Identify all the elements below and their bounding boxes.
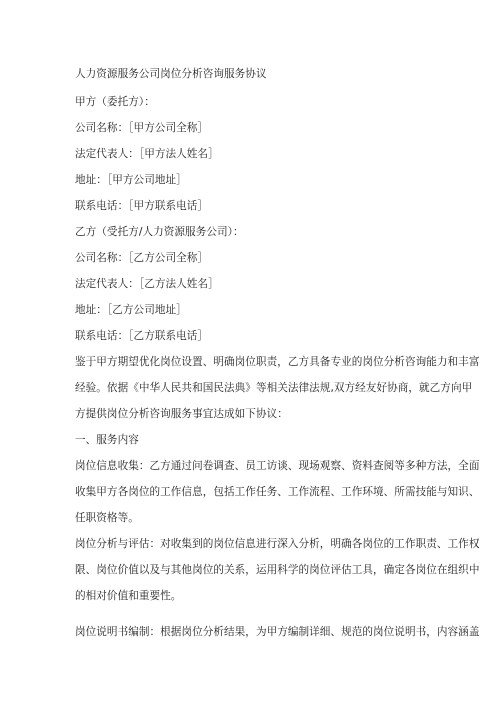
party-b-phone: 联系电话：［乙方联系电话］ [75, 330, 209, 342]
party-b-address: 地址：［乙方公司地址］ [75, 304, 187, 316]
party-a-address: 地址：［甲方公司地址］ [75, 174, 187, 186]
preamble-line: 方提供岗位分析咨询服务事宜达成如下协议： [75, 408, 288, 420]
preamble-line: 鉴于甲方期望优化岗位设置、明确岗位职责，乙方具备专业的岗位分析咨询能力和丰富 [75, 356, 480, 368]
item-info-collection-line: 收集甲方各岗位的工作信息，包括工作任务、工作流程、工作环境、所需技能与知识、 [75, 486, 480, 498]
party-a-heading: 甲方（委托方）： [75, 96, 155, 108]
item-analysis-evaluation-line: 限、岗位价值以及与其他岗位的关系，运用科学的岗位评估工具，确定各岗位在组织中 [75, 564, 480, 576]
item-info-collection-line: 岗位信息收集：乙方通过问卷调查、员工访谈、现场观察、资料查阅等多种方法，全面 [75, 460, 480, 472]
document-title: 人力资源服务公司岗位分析咨询服务协议 [75, 68, 267, 80]
party-a-company: 公司名称：［甲方公司全称］ [75, 122, 209, 134]
party-a-phone: 联系电话：［甲方联系电话］ [75, 200, 209, 212]
item-analysis-evaluation-line: 岗位分析与评估：对收集到的岗位信息进行深入分析，明确各岗位的工作职责、工作权 [75, 538, 480, 550]
item-job-description-line: 岗位说明书编制：根据岗位分析结果，为甲方编制详细、规范的岗位说明书，内容涵盖 [75, 626, 480, 638]
item-info-collection-line: 任职资格等。 [75, 512, 139, 524]
party-b-company: 公司名称：［乙方公司全称］ [75, 252, 209, 264]
party-b-representative: 法定代表人：［乙方法人姓名］ [75, 278, 219, 290]
party-b-heading: 乙方（受托方/人力资源服务公司）： [75, 226, 244, 238]
preamble-line: 经验。依据《中华人民共和国民法典》等相关法律法规,双方经友好协商，就乙方向甲 [75, 382, 473, 394]
party-a-representative: 法定代表人：［甲方法人姓名］ [75, 148, 219, 160]
item-analysis-evaluation-line: 的相对价值和重要性。 [75, 590, 182, 602]
section-heading-service-content: 一、服务内容 [75, 434, 139, 446]
